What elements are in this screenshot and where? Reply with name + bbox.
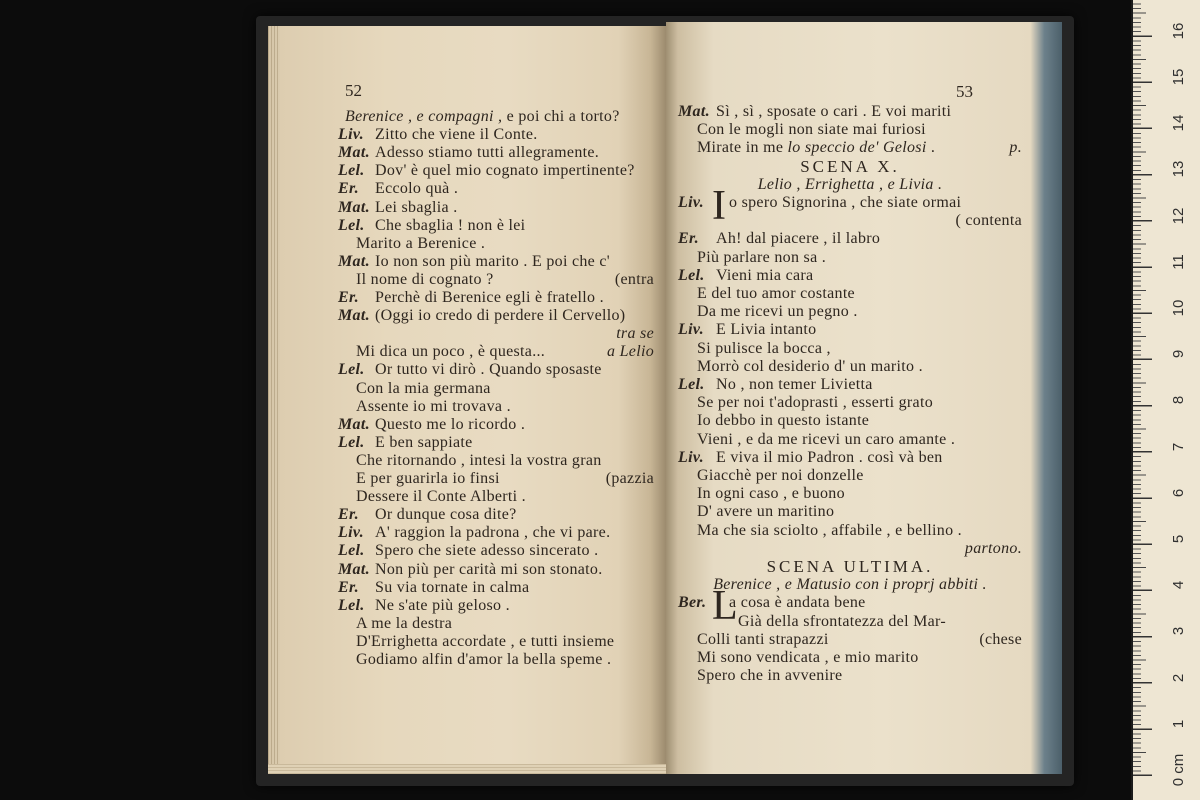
text-line xyxy=(268,614,666,633)
line-text xyxy=(716,375,873,394)
text-line xyxy=(666,320,1062,339)
line-text xyxy=(716,320,816,339)
stage-direction: p. xyxy=(1009,139,1022,157)
text-line xyxy=(268,360,666,379)
text-line xyxy=(268,216,666,235)
line-text xyxy=(697,521,962,540)
text-line xyxy=(666,448,1062,467)
line-text xyxy=(345,107,620,126)
text-line xyxy=(268,306,666,325)
drop-cap: L xyxy=(712,583,738,630)
line-text xyxy=(375,161,635,180)
text-segment: Con la mia germana xyxy=(356,379,491,397)
text-line xyxy=(268,143,666,162)
text-segment: Ah! dal piacere , il labro xyxy=(716,230,881,248)
text-segment: partono. xyxy=(964,539,1022,557)
line-text xyxy=(356,379,491,398)
line-text xyxy=(697,411,869,430)
text-segment: Spero che in avvenire xyxy=(697,667,843,685)
text-segment: (Oggi io credo di perdere il Cervello) xyxy=(375,307,626,325)
text-segment: Io debbo in questo istante xyxy=(697,412,870,430)
line-text xyxy=(697,648,919,667)
line-text xyxy=(697,430,955,449)
text-segment: o spero Signorina , che siate ormai xyxy=(729,194,962,211)
speaker-name: Mat. xyxy=(338,252,370,270)
ruler-label: 15 xyxy=(1170,68,1187,86)
ruler-label: 2 xyxy=(1170,673,1187,682)
text-line xyxy=(268,288,666,307)
ruler-label: 6 xyxy=(1170,488,1187,497)
page-number: 53 xyxy=(956,82,973,101)
text-segment: Questo me lo ricordo . xyxy=(375,415,526,433)
ruler-label: 8 xyxy=(1170,396,1187,405)
text-segment: In ogni caso , e buono xyxy=(697,485,845,503)
text-line xyxy=(666,284,1062,303)
text-segment: Io non son più marito . E poi che c' xyxy=(375,252,610,270)
text-segment: Se per noi t'adoprasti , esserti grato xyxy=(697,394,934,412)
text-segment: a cosa è andata bene xyxy=(729,594,866,612)
drop-cap: I xyxy=(712,183,727,229)
text-line xyxy=(268,161,666,180)
text-line xyxy=(666,229,1062,248)
text-segment: Non più per carità mi son stonato. xyxy=(375,560,603,578)
line-text xyxy=(375,360,602,379)
speaker-name: Er. xyxy=(338,289,359,306)
line-text xyxy=(697,138,935,157)
speaker-name: Lel. xyxy=(338,361,365,379)
text-line xyxy=(268,560,666,579)
line-text xyxy=(697,666,842,685)
ruler-label: 4 xyxy=(1170,581,1187,590)
line-text xyxy=(375,216,525,235)
speaker-name: Mat. xyxy=(338,198,370,216)
text-segment: Adesso stiamo tutti allegramente. xyxy=(375,144,600,162)
ruler-label: 5 xyxy=(1170,534,1187,544)
text-line xyxy=(666,102,1062,121)
text-segment: Mi dica un poco , è questa... xyxy=(356,343,546,361)
line-text xyxy=(375,306,625,325)
line-text xyxy=(375,288,604,307)
ruler-label: 0 cm xyxy=(1170,753,1187,787)
measuring-ruler xyxy=(1131,0,1200,800)
text-segment: Spero che siete adesso sincerato . xyxy=(375,542,599,560)
ruler-label: 1 xyxy=(1170,719,1187,728)
line-text xyxy=(616,324,654,343)
text-line xyxy=(268,107,666,126)
text-segment: Godiamo alfin d'amor la bella speme . xyxy=(356,651,612,668)
text-segment: D'Errighetta accordate , e tutti insieme xyxy=(356,632,615,650)
text-segment: Lelio , Errighetta , e Livia . xyxy=(757,175,943,193)
line-text xyxy=(356,270,494,289)
line-text xyxy=(697,357,923,376)
line-text xyxy=(697,484,845,503)
line-text xyxy=(375,505,517,524)
text-segment: Or dunque cosa dite? xyxy=(375,506,517,524)
page-number: 52 xyxy=(345,81,362,100)
text-line xyxy=(666,120,1062,139)
text-segment: Zitto che viene il Conte. xyxy=(375,126,538,144)
text-segment: E viva il mio Padron . così và ben xyxy=(716,448,943,466)
stage-direction: (pazzia xyxy=(605,470,654,487)
text-line xyxy=(268,596,666,615)
text-segment: Più parlare non sa . xyxy=(697,248,827,266)
text-line xyxy=(268,324,666,343)
text-line xyxy=(666,430,1062,449)
text-line xyxy=(666,357,1062,376)
text-line xyxy=(268,650,666,669)
line-text xyxy=(375,596,510,615)
text-line xyxy=(268,125,666,144)
text-segment: Che ritornando , intesi la vostra gran xyxy=(356,451,602,469)
text-line xyxy=(666,339,1062,358)
line-text xyxy=(678,557,1022,576)
text-segment: Già della sfrontatezza del Mar- xyxy=(738,612,946,630)
line-text xyxy=(738,612,946,631)
speaker-name: Mat. xyxy=(338,560,370,578)
text-segment: Assente io mi trovava . xyxy=(356,397,511,415)
line-text xyxy=(697,120,926,139)
text-line xyxy=(666,648,1062,667)
speaker-name: Mat. xyxy=(338,144,370,162)
line-text xyxy=(375,143,599,162)
speaker-name: Er. xyxy=(338,506,359,524)
line-text xyxy=(356,234,485,253)
line-text xyxy=(375,252,610,271)
text-line xyxy=(268,342,666,361)
text-segment: No , non temer Livietta xyxy=(716,376,873,393)
text-segment: Con le mogli non siate mai furiosi xyxy=(697,121,926,139)
line-text xyxy=(356,451,602,470)
text-line xyxy=(268,379,666,398)
line-text xyxy=(375,179,458,198)
text-segment: Sì , sì , sposate o cari . E voi mariti xyxy=(716,103,952,120)
text-segment: Berenice , e Matusio con i proprj abbiti . xyxy=(713,576,987,594)
line-text xyxy=(716,266,813,285)
line-text xyxy=(716,102,951,121)
text-segment: Il nome di cognato ? xyxy=(356,270,494,288)
text-segment: D' avere un maritino xyxy=(697,503,835,521)
ruler-label: 11 xyxy=(1170,254,1187,270)
speaker-name: Liv. xyxy=(678,321,704,339)
text-segment: Si pulisce la bocca , xyxy=(697,339,831,357)
text-line xyxy=(666,466,1062,485)
speaker-name: Mat. xyxy=(338,307,370,325)
ruler-label: 10 xyxy=(1170,299,1187,317)
text-segment: Vieni , e da me ricevi un caro amante . xyxy=(697,430,956,448)
text-line xyxy=(666,138,1062,157)
text-line xyxy=(268,523,666,542)
stage-direction: (entra xyxy=(614,270,654,288)
text-segment: Berenice , e compagni , xyxy=(345,108,503,125)
text-line xyxy=(268,397,666,416)
text-line xyxy=(268,505,666,524)
text-segment: Che sbaglia ! non è lei xyxy=(375,216,526,234)
line-text xyxy=(375,415,525,434)
text-segment: E per guarirla io finsi xyxy=(356,470,500,487)
text-line xyxy=(666,211,1062,230)
speaker-name: Lel. xyxy=(338,216,365,234)
line-text xyxy=(697,630,829,649)
text-line xyxy=(268,198,666,217)
line-text xyxy=(729,193,961,212)
ruler-label: 12 xyxy=(1170,207,1187,224)
text-segment: Morrò col desiderio d' un marito . xyxy=(697,357,923,375)
text-line xyxy=(268,270,666,289)
text-line xyxy=(666,630,1062,649)
scene-heading xyxy=(666,157,1062,176)
text-segment: E ben sappiate xyxy=(375,433,473,451)
text-segment: . xyxy=(926,139,936,157)
line-text xyxy=(678,157,1022,176)
line-text xyxy=(678,175,1022,194)
line-text xyxy=(356,342,545,361)
line-text xyxy=(375,125,538,144)
text-segment: e poi chi a torto? xyxy=(502,108,620,125)
speaker-name: Er. xyxy=(338,180,359,198)
speaker-name: Mat. xyxy=(338,415,370,433)
stage-direction: a Lelio xyxy=(607,343,654,361)
line-text xyxy=(375,560,603,579)
speaker-name: Liv. xyxy=(678,448,704,466)
text-segment: A me la destra xyxy=(356,614,453,632)
text-segment: Mirate in me xyxy=(697,139,788,157)
text-line xyxy=(268,451,666,470)
text-line xyxy=(268,469,666,488)
ruler-label: 7 xyxy=(1170,442,1187,451)
line-text xyxy=(965,539,1022,558)
speaker-name: Ber. xyxy=(678,594,707,612)
text-segment: Ma che sia sciolto , affabile , e bellino . xyxy=(697,521,962,539)
text-segment: Lei sbaglia . xyxy=(375,198,458,216)
speaker-name: Lel. xyxy=(338,433,365,451)
speaker-name: Liv. xyxy=(338,126,364,144)
line-text xyxy=(375,578,529,597)
text-line xyxy=(666,266,1062,285)
line-text xyxy=(356,632,614,651)
speaker-name: Mat. xyxy=(678,103,710,120)
text-segment: Marito a Berenice . xyxy=(356,234,486,252)
speaker-name: Lel. xyxy=(678,376,705,393)
text-line xyxy=(666,302,1062,321)
text-line xyxy=(268,578,666,597)
ruler-label: 16 xyxy=(1170,22,1187,40)
line-text xyxy=(356,487,526,506)
left-page xyxy=(268,26,666,774)
text-segment: Ne s'ate più geloso . xyxy=(375,596,510,614)
ruler-label: 3 xyxy=(1170,627,1187,636)
line-text xyxy=(375,198,458,217)
speaker-name: Lel. xyxy=(678,266,705,284)
line-text xyxy=(697,248,826,267)
speaker-name: Liv. xyxy=(338,524,364,542)
speaker-name: Lel. xyxy=(338,162,365,180)
speaker-name: Lel. xyxy=(338,596,365,614)
text-segment: Vieni mia cara xyxy=(716,266,814,284)
text-segment: Perchè di Berenice egli è fratello . xyxy=(375,289,604,306)
stage-direction: (chese xyxy=(979,630,1022,648)
line-text xyxy=(697,339,831,358)
ruler-label xyxy=(1170,0,1188,7)
text-line xyxy=(666,411,1062,430)
text-line xyxy=(666,248,1062,267)
line-text xyxy=(356,650,611,669)
text-segment: Su via tornate in calma xyxy=(375,578,530,596)
line-text xyxy=(697,284,855,303)
text-segment: A' raggion la padrona , che vi pare. xyxy=(375,524,611,542)
line-text xyxy=(697,302,858,321)
speaker-name: Lel. xyxy=(338,542,365,560)
text-segment: Dov' è quel mio cognato impertinente? xyxy=(375,162,635,180)
text-line xyxy=(268,433,666,452)
line-text xyxy=(356,469,500,488)
line-text xyxy=(729,593,866,612)
text-line xyxy=(666,666,1062,685)
right-page xyxy=(666,22,1062,774)
ruler-major-ticks xyxy=(1133,0,1152,776)
text-segment: E del tuo amor costante xyxy=(697,285,855,302)
text-line xyxy=(666,612,1062,631)
ruler-label: 9 xyxy=(1170,350,1187,359)
text-segment: Colli tanti strapazzi xyxy=(697,630,829,648)
text-segment: Da me ricevi un pegno . xyxy=(697,303,858,321)
line-text xyxy=(716,448,943,467)
text-segment: Or tutto vi dirò . Quando sposaste xyxy=(375,361,602,379)
text-segment: lo speccio de' Gelosi xyxy=(787,139,927,157)
text-line xyxy=(666,521,1062,540)
text-segment: Eccolo quà . xyxy=(375,180,459,198)
text-line xyxy=(666,484,1062,503)
text-line xyxy=(666,539,1062,558)
speaker-name: Er. xyxy=(338,578,359,596)
text-line xyxy=(268,415,666,434)
line-text xyxy=(697,466,864,485)
line-text xyxy=(716,229,880,248)
text-segment: Dessere il Conte Alberti . xyxy=(356,488,526,506)
line-text xyxy=(375,433,473,452)
text-line xyxy=(268,252,666,271)
ruler-label: 13 xyxy=(1170,161,1187,178)
scene-heading xyxy=(666,557,1062,576)
text-segment: SCENA X. xyxy=(800,156,900,176)
text-line xyxy=(268,234,666,253)
text-segment: tra se xyxy=(616,325,654,343)
speaker-name: Er. xyxy=(678,230,699,248)
text-line xyxy=(268,632,666,651)
speaker-name: Liv. xyxy=(678,194,704,211)
ruler-label: 14 xyxy=(1170,114,1187,132)
line-text xyxy=(697,393,933,412)
line-text xyxy=(375,523,610,542)
text-line xyxy=(268,179,666,198)
text-segment: SCENA ULTIMA. xyxy=(766,557,934,576)
line-text xyxy=(356,397,511,416)
text-segment: E Livia intanto xyxy=(716,321,817,339)
text-segment: Giacchè per noi donzelle xyxy=(697,467,864,484)
text-line xyxy=(268,487,666,506)
text-line xyxy=(666,375,1062,394)
stage-direction: ( contenta xyxy=(955,212,1022,230)
text-line xyxy=(666,393,1062,412)
text-line xyxy=(666,502,1062,521)
line-text xyxy=(697,502,834,521)
text-line xyxy=(268,541,666,560)
line-text xyxy=(375,541,598,560)
text-segment: Mi sono vendicata , e mio marito xyxy=(697,649,919,666)
line-text xyxy=(356,614,452,633)
